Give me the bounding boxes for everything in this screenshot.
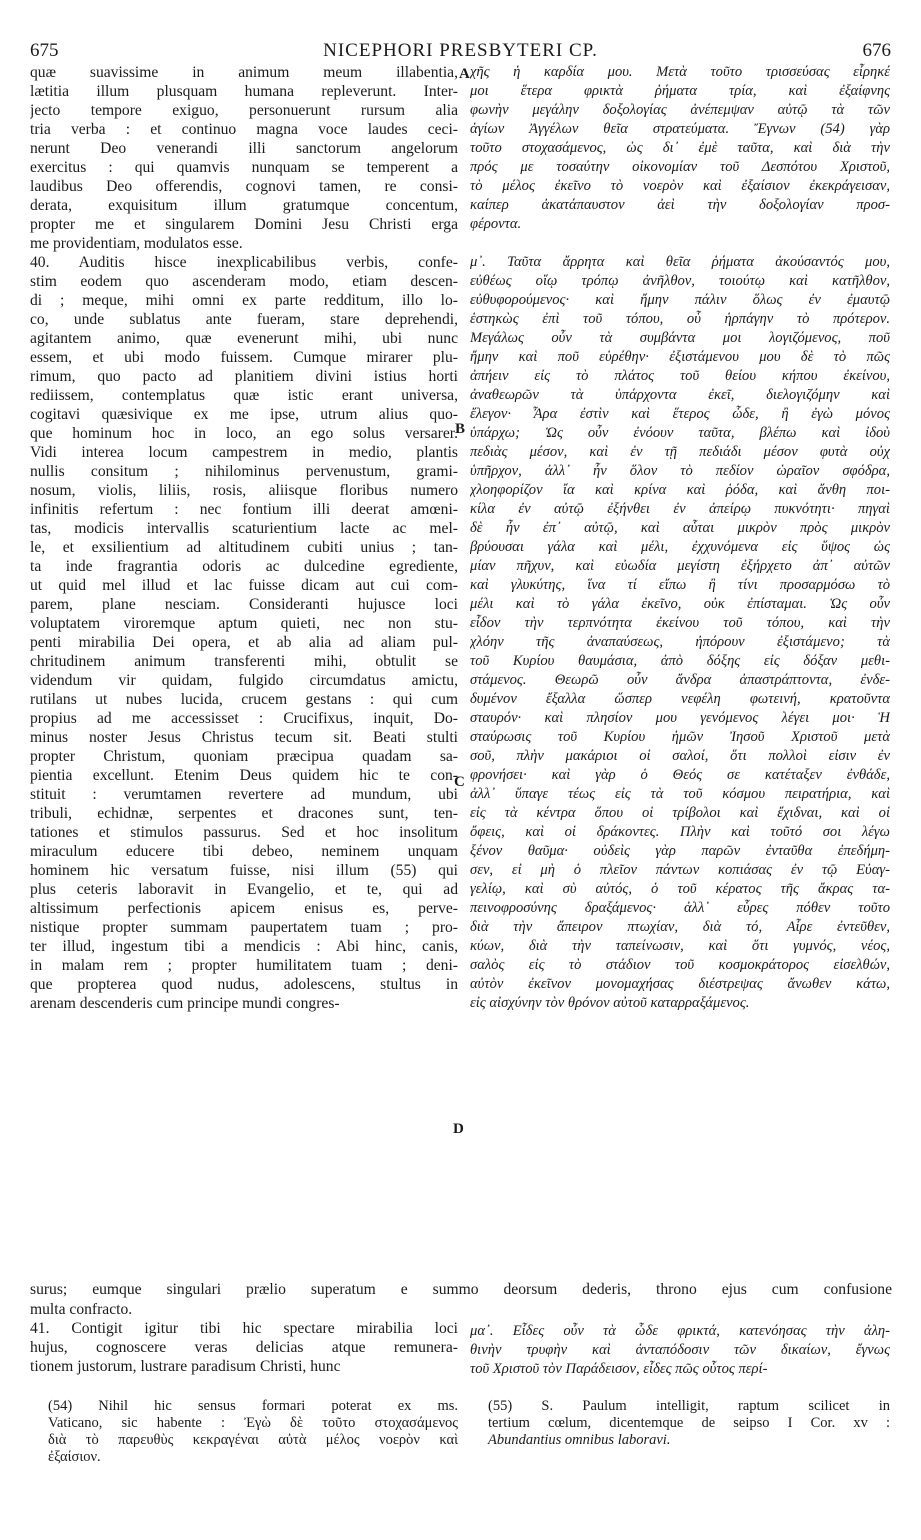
text-line: voluptatem viroremque aptum quieti, nec non stu-: [30, 615, 458, 632]
text-line: multa confracto.: [30, 1301, 133, 1318]
text-line: αὐτὸν ἐκεῖνον μονομαχήσας διέστρεψας ἄνωθεν κάτω,: [470, 976, 890, 992]
text-line: hujus, cognoscere veras delicias atque remunera-: [30, 1339, 458, 1356]
text-line: tribuli, echidnæ, serpentes et dracones sunt, ten-: [30, 805, 458, 822]
text-line: quæ suavissime in animum meum illabentia,: [30, 64, 458, 81]
text-line: le, et exsilientium ad altitudinem cubiti unius ; tan-: [30, 539, 458, 556]
text-line: penti mirabilia Dei opera, et ab alia ad aliam pul-: [30, 634, 458, 651]
text-line: cogitavi quæsivique ex me ipse, utrum alius quo-: [30, 406, 458, 423]
text-line: ὄφεις, καὶ οἱ δράκοντες. Πλὴν καὶ τοῦτό σοι λέγω: [470, 824, 890, 840]
text-line: χῆς ἡ καρδία μου. Μετὰ τοῦτο τρισσεύσας εἶρηκέ: [470, 64, 890, 80]
text-line: φρονήσει· καὶ γὰρ ὁ Θεός σε κατέταξεν ἐνθάδε,: [470, 767, 890, 783]
text-line: θινὴν τρυφὴν καὶ ἀνταπόδοσιν τῶν δικαίων, ἔγνως: [470, 1342, 890, 1358]
text-line: ἤμην καὶ ποῦ εὑρέθην· ἐξιστάμενου μου δὲ τὸ πῶς: [470, 349, 890, 365]
running-title: NICEPHORI PRESBYTERI CP.: [323, 40, 598, 61]
text-line: in malam rem ; propter humilitatem tuam ; deni-: [30, 957, 458, 974]
text-line: nullis consitum ; nihilominus pervenustum, grami-: [30, 463, 458, 480]
text-line: κύων, διὰ τὴν ταπείνωσιν, καὶ ὅτι γυμνός, νέος,: [470, 938, 890, 954]
greek-column: [470, 63, 890, 1013]
text-line: pientia excellunt. Etenim Deus quidem hic te con-: [30, 767, 458, 784]
text-line: tionem justorum, lustrare paradisum Christi, hunc: [30, 1358, 341, 1375]
text-line: agitantem animo, quæ evenerunt mihi, ubi nunc: [30, 330, 458, 347]
text-line: ἀναθεωρῶν τὰ ὑπάρχοντα ἐκεῖ, διελογιζόμην καὶ: [470, 387, 890, 403]
text-line: καίπερ ἀκατάπαυστον ἀεὶ τὴν δοξολογίαν προσ-: [470, 197, 890, 213]
text-line: μοι ἕτερα φρικτὰ ῥήματα τρία, καὶ ἐξαίφνης: [470, 83, 890, 99]
text-line: stim eodem quo ascenderam modo, etiam descen-: [30, 273, 458, 290]
text-line: di ; meque, mihi omni ex parte redditum, illo lo-: [30, 292, 458, 309]
text-line: tas, modicis intervallis scaturientium lacte ac mel-: [30, 520, 458, 537]
text-line: co, unde sublatus ante fueram, stare deprehendi,: [30, 311, 458, 328]
text-line: χλόην τῆς ἀναπαύσεως, ἠπόρουν ἐξιστάμενο; τὰ: [470, 634, 890, 650]
text-line: εὐθέως οἵῳ τρόπῳ ἀνῆλθον, τοιούτῳ καὶ κατῆλθον,: [470, 273, 890, 289]
text-line: πεινοφροσύνης δραξάμενος· ἀλλ᾽ εὗρες πόθεν τοῦτο: [470, 900, 890, 916]
text-line: nerunt Deo venerandi illi sanctorum angelorum: [30, 140, 458, 157]
text-line: σεν, εἰ μὴ ὁ πλεῖον πάντων κοπιάσας ἐν τῷ Εὐαγ-: [470, 862, 890, 878]
text-line: chritudinem animum transferenti mihi, obtulit se: [30, 653, 458, 670]
text-line: laudibus Deo offerendis, cognovi tamen, re consi-: [30, 178, 458, 195]
text-line: σταυρόν· καὶ πλησίον μου γενόμενος λέγει μοι· Ἡ: [470, 710, 890, 726]
text-line: ta inde fragrantia odoris ac dulcedine egrediente,: [30, 558, 458, 575]
footnote-line: tertium cœlum, dicentemque de seipso I Cor. xv :: [488, 1415, 890, 1431]
text-line: δὲ ἦν ἐπ᾽ αὐτῷ, καὶ αὗται μικρὸν πρὸς μικρὸν: [470, 520, 890, 536]
text-line: plus ceteris laboravit in Evangelio, et te, qui ad: [30, 881, 458, 898]
text-line: μα᾽. Εἶδες οὖν τὰ ὧδε φρικτά, κατενόησας τὴν ἀλη-: [470, 1323, 890, 1339]
footnote-55: [488, 1398, 890, 1449]
text-line: ξένον θαῦμα· οὐδεὶς γὰρ παρῶν ἐνταῦθα ἐπεδήμη-: [470, 843, 890, 859]
page-number-right: 676: [862, 40, 891, 61]
text-line: γελίῳ, καὶ σὺ αὐτός, ὁ τοῦ κέρατος τῆς ἄκρας τα-: [470, 881, 890, 897]
footnote-line: (54) Nihil hic sensus formari poterat ex ms.: [48, 1398, 458, 1414]
text-line: essem, et ubi modo fuissem. Cumque mirarer plu-: [30, 349, 458, 366]
footnote-line: Vaticano, sic habente : Ἐγὼ δὲ τοῦτο στοχασάμενος: [48, 1415, 458, 1431]
text-line: δυμένον ἔξαλλα ὥσπερ νεφέλη φωτεινή, κρατοῦντα: [470, 691, 890, 707]
text-line: minus noster Jesus Christus tecum sit. Beati stulti: [30, 729, 458, 746]
text-line: πρός με τοσαύτην οἰκονομίαν τοῦ Δεσπότου Χριστοῦ,: [470, 159, 890, 175]
footnote-line: διὰ τὸ παρευθὺς κεκραγέναι αὐτὰ μέλος νοερὸν καὶ: [48, 1432, 458, 1448]
text-line: τοῦτο στοχασάμενος, ὡς δι᾽ ἐμὲ ταῦτα, καὶ διὰ τὴν: [470, 140, 890, 156]
text-line: miraculum educere tibi debeo, neminem unquam: [30, 843, 458, 860]
text-line: me providentiam, modulatos esse.: [30, 235, 243, 252]
text-line: τοῦ Κυρίου θαυμάσια, ἀπὸ δόξης εἰς δόξαν μεθι-: [470, 653, 890, 669]
text-line: σαλὸς εἰς τὸ στάδιον τοῦ κοσμοκράτορος εἰσελθών,: [470, 957, 890, 973]
page-number-left: 675: [30, 40, 59, 61]
text-line: ἔλεγον· Ἆρα ἐστὶν καὶ ἕτερος ὧδε, ἢ ἐγὼ μόνος: [470, 406, 890, 422]
text-line: nistique propter summam paupertatem tuam ; pro-: [30, 919, 458, 936]
text-line: ὑπάρχω; Ὡς οὖν ἐνόουν ταῦτα, βλέπω καὶ ἰδοὺ: [470, 425, 890, 441]
text-line: hominem hic versatum fuisse, nisi illum (55) qui: [30, 862, 458, 879]
latin-column: [30, 63, 458, 1013]
text-line: ἑστηκὼς ἐπὶ τοῦ τόπου, οὗ ἡρπάγην τὸ πρότερον.: [470, 311, 890, 327]
text-line: ter illud, ingestum tibi a mendicis : Abi hinc, canis,: [30, 938, 458, 955]
text-line: στάμενος. Θεωρῶ οὖν ἄνδρα ἀπαστράπτοντα, ἐνδε-: [470, 672, 890, 688]
text-line: tationes et stimulos passurus. Sed et hoc insolitum: [30, 824, 458, 841]
footnote-line: ἐξαίσιον.: [48, 1449, 101, 1465]
full-width-line: surus; eumque singulari prælio superatum e summo deorsum dederis, throno ejus cum confusione: [30, 1281, 892, 1298]
text-line: μίαν πῆχυν, καὶ εὐωδία μεγίστη ἐξήρχετο ἀπ᾽ αὐτῶν: [470, 558, 890, 574]
text-line: καὶ γλυκύτης, ἵνα τί εἴπω ἢ τίνι προσαρμόσω τὸ: [470, 577, 890, 593]
margin-letter-c: C: [454, 774, 465, 790]
text-line: ὑπῆρχον, ἀλλ᾽ ἦν ὅλον τὸ πεδίον ὡραῖον σφόδρα,: [470, 463, 890, 479]
greek-column-continued: [470, 1322, 890, 1379]
text-line: parem, plane nesciam. Consideranti hujusce loci: [30, 596, 458, 613]
text-line: propius ad me accessisset : Crucifixus, inquit, Do-: [30, 710, 458, 727]
text-line: σταύρωσις τοῦ Κυρίου ἡμῶν Ἰησοῦ Χριστοῦ μετὰ: [470, 729, 890, 745]
text-line: derata, exquisitum illum gratumque concentum,: [30, 197, 458, 214]
text-line: βρύουσαι γάλα καὶ μέλι, ἐχχυνόμενα εἰς ὕψος ὡς: [470, 539, 890, 555]
text-line: ἀλλ᾽ ὕπαγε τέως εἰς τὰ τοῦ κόσμου πειρατήρια, καὶ: [470, 786, 890, 802]
margin-letter-d: D: [453, 1121, 464, 1137]
text-line: propter Christum, quoniam præcipua quadam sa-: [30, 748, 458, 765]
text-line: propter me et singularem Domini Jesu Christi erga: [30, 216, 458, 233]
margin-letter-a: A: [459, 66, 470, 82]
text-line: rutilans ut nubes lucida, crucem gestans : qui cum: [30, 691, 458, 708]
text-line: que hominum hoc in loco, an ego solus versarer.: [30, 425, 458, 442]
text-line: πεδιὰς μέσον, καὶ ἐν τῇ πεδιάδι μέσον φυτὰ οὐχ: [470, 444, 890, 460]
text-line: κίλα ἐν αὐτῷ ἐξήνθει ἐν ἀπείρῳ πυκνότητι· πηγαὶ: [470, 501, 890, 517]
running-header: [30, 40, 891, 64]
footnote-line: Abundantius omnibus laboravi.: [488, 1432, 671, 1448]
latin-column-continued: [30, 1300, 458, 1376]
text-line: altissimum perfectionis apicem enisus es, perve-: [30, 900, 458, 917]
text-line: tria verba : et continuo magna voce laudes ceci-: [30, 121, 458, 138]
text-line: videndum vir quidam, fulgido circumdatus amictu,: [30, 672, 458, 689]
text-line: φέροντα.: [470, 216, 522, 232]
text-line: μέλι καὶ τὸ γάλα ἐκεῖνο, οὐκ ἐπίσταμαι. Ὡς οὖν: [470, 596, 890, 612]
text-line: εὐθυφορούμενος· καὶ ἤμην πάλιν ὅλως ἐν ἐμαυτῷ: [470, 292, 890, 308]
text-line: rimum, quo pacto ad planitiem divini istius horti: [30, 368, 458, 385]
footnote-line: (55) S. Paulum intelligit, raptum scilicet in: [488, 1398, 890, 1414]
text-line: 40. Auditis hisce inexplicabilibus verbis, confe-: [30, 254, 458, 271]
text-line: ἁγίων Ἀγγέλων θεῖα στρατεύματα. Ἔγνων (54) γὰρ: [470, 121, 890, 137]
text-line: χλοηφορίζον ἴα καὶ κρίνα καὶ ῥόδα, καὶ ἄνθη ποι-: [470, 482, 890, 498]
text-line: arenam descenderis cum principe mundi congres-: [30, 995, 340, 1012]
text-line: jecto tempore exiguo, personuerunt rursum alia: [30, 102, 458, 119]
text-line: εἰς αἰσχύνην τὸν θρόνον αὐτοῦ καταρραξάμενος.: [470, 995, 750, 1011]
text-line: rediissem, contemplatus quæ istic erant universa,: [30, 387, 458, 404]
text-line: Μεγάλως οὖν τὰ συμβάντα μοι λογιζόμενος, ποῦ: [470, 330, 890, 346]
text-line: διὰ τὴν ἄπειρον πτωχίαν, διὰ τό, Αἶρε ἐντεῦθεν,: [470, 919, 890, 935]
text-line: Vidi interea locum campestrem in medio, plantis: [30, 444, 458, 461]
text-line: εἰς τὰ κέντρα ὅπου οἱ τρίβολοι καὶ ἔχιδναι, καὶ οἱ: [470, 805, 890, 821]
text-line: τὸ μέλος ἐκεῖνο τὸ νοερὸν καὶ ἐξαίσιον ἐκεκράγεισαν,: [470, 178, 890, 194]
text-line: [470, 234, 890, 253]
text-line: nosum, violis, liliis, rosis, aliisque floribus numero: [30, 482, 458, 499]
text-line: εἶδον τὴν τερπνότητα ἐκείνου τοῦ τόπου, καὶ τὴν: [470, 615, 890, 631]
text-line: ἀπήειν εἰς τὸ πλάτος τοῦ θείου κήπου ἐκείνου,: [470, 368, 890, 384]
text-line: infinitis refertum : nec fontium illi deerat amœni-: [30, 501, 458, 518]
text-line: μ᾽. Ταῦτα ἄρρητα καὶ θεῖα ῥήματα ἀκούσαντός μου,: [470, 254, 890, 270]
text-line: lætitia illum plusquam humana repleverunt. Inter-: [30, 83, 458, 100]
margin-letter-b: B: [455, 421, 466, 437]
text-line: φωνὴν μεγάλην δοξολογίας ἀνέπεμψαν αὐτῷ τὰ τῶν: [470, 102, 890, 118]
text-line: 41. Contigit igitur tibi hic spectare mirabilia loci: [30, 1320, 458, 1337]
text-line: τοῦ Χριστοῦ τὸν Παράδεισον, εἶδες πῶς οὗτος περί-: [470, 1361, 768, 1377]
footnote-54: [48, 1398, 458, 1466]
text-line: que propterea quod nudus, adolescens, stultus in: [30, 976, 458, 993]
text-line: σοῦ, πλὴν μακάριοι οἱ σαλοί, ὅτι πολλοὶ εἰσιν ἐν: [470, 748, 890, 764]
text-line: ut quid mel illud et lac fuisse dicam aut cui com-: [30, 577, 458, 594]
text-line: stituit : verumtamen revertere ad mundum, ubi: [30, 786, 458, 803]
text-line: exercitus : qui quamvis nunquam se temperent a: [30, 159, 458, 176]
